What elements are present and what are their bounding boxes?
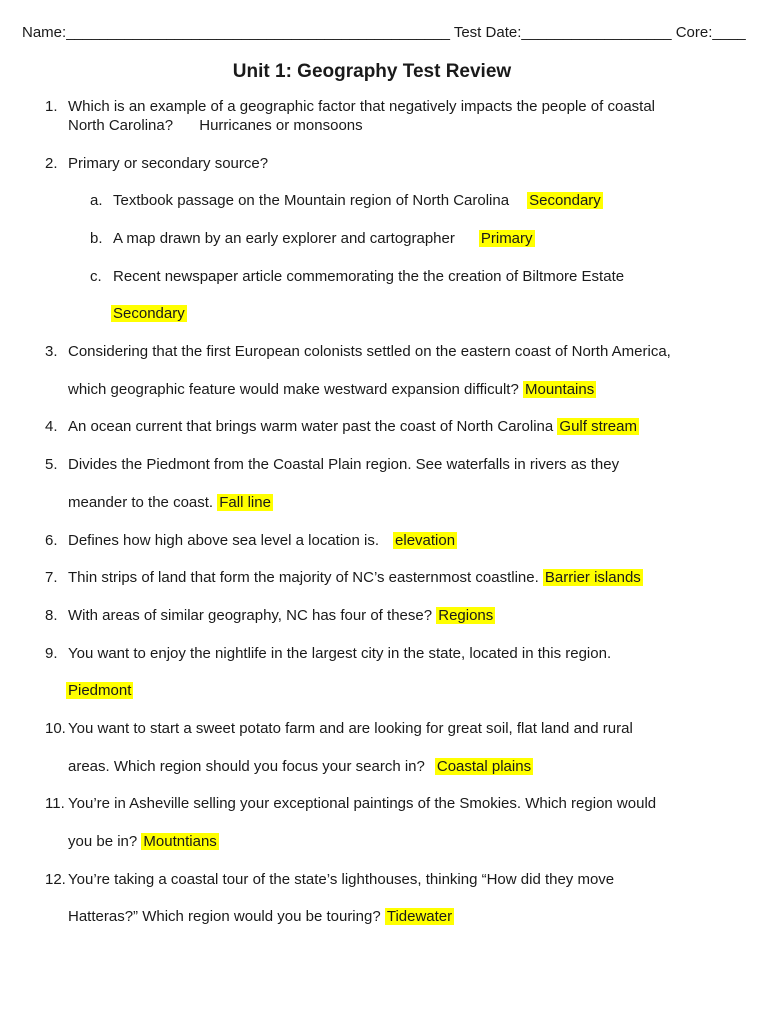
q1-text: North Carolina? xyxy=(68,117,174,134)
q11-text-line2 xyxy=(68,833,219,851)
q8-answer: Regions xyxy=(438,607,494,624)
q11-number: 11. xyxy=(45,795,65,812)
q2b-text: A map drawn by an early explorer and cartographer xyxy=(113,230,455,247)
q10-number: 10. xyxy=(45,720,66,737)
q2b-letter: b. xyxy=(90,230,103,247)
q5-text-line2 xyxy=(68,494,273,512)
q1-number: 1. xyxy=(45,98,58,115)
q7-number: 7. xyxy=(45,569,58,586)
q2a-text: Textbook passage on the Mountain region of North Carolina xyxy=(113,192,510,209)
q5-answer: Fall line xyxy=(219,494,271,511)
q12-text-line2 xyxy=(68,908,454,926)
q7-answer: Barrier islands xyxy=(544,569,641,586)
q7-line xyxy=(68,569,643,587)
q5-text: meander to the coast. xyxy=(68,494,214,511)
q2a-line xyxy=(113,192,603,210)
q12-answer: Tidewater xyxy=(386,908,453,925)
q12-text: Hatteras?” Which region would you be touring? xyxy=(68,908,381,925)
name-label: Name: xyxy=(22,24,67,41)
core-blank: ____ xyxy=(712,24,746,41)
q12-text-line1: You’re taking a coastal tour of the state’s lighthouses, thinking “How did they move xyxy=(68,871,615,888)
q8-line xyxy=(68,607,495,625)
q2c-answer-line xyxy=(111,305,187,323)
q2-number: 2. xyxy=(45,155,58,172)
test-date-blank: __________________ xyxy=(521,24,672,41)
q3-text-line1: Considering that the first European colonists settled on the eastern coast of North America, xyxy=(68,343,671,360)
q11-text-line1: You’re in Asheville selling your exceptional paintings of the Smokies. Which region would xyxy=(68,795,657,812)
q5-number: 5. xyxy=(45,456,58,473)
q9-text: You want to enjoy the nightlife in the largest city in the state, located in this region. xyxy=(68,645,612,662)
q4-answer: Gulf stream xyxy=(559,418,637,435)
q11-text: you be in? xyxy=(68,833,138,850)
q2-text: Primary or secondary source? xyxy=(68,155,269,172)
q1-text-line1: Which is an example of a geographic factor that negatively impacts the people of coastal xyxy=(68,98,655,115)
q10-text: areas. Which region should you focus your search in? xyxy=(68,758,425,775)
q4-text: An ocean current that brings warm water past the coast of North Carolina xyxy=(68,418,554,435)
q6-line xyxy=(68,532,457,550)
name-blank: ______________________________________________ xyxy=(66,24,450,41)
q9-answer: Piedmont xyxy=(68,682,132,699)
q9-answer-line xyxy=(66,682,133,700)
q2a-letter: a. xyxy=(90,192,103,209)
q6-text: Defines how high above sea level a location is. xyxy=(68,532,380,549)
q1-answer: Hurricanes or monsoons xyxy=(199,117,363,134)
q2a-answer: Secondary xyxy=(529,192,601,209)
q12-number: 12. xyxy=(45,871,66,888)
q6-answer: elevation xyxy=(395,532,456,549)
name-field-line xyxy=(22,24,746,42)
q7-text: Thin strips of land that form the majority of NC’s easternmost coastline. xyxy=(68,569,539,586)
q3-answer: Mountains xyxy=(525,381,595,398)
q6-number: 6. xyxy=(45,532,58,549)
q10-text-line1: You want to start a sweet potato farm and are looking for great soil, flat land and rural xyxy=(68,720,633,737)
q8-number: 8. xyxy=(45,607,58,624)
page-title: Unit 1: Geography Test Review xyxy=(232,61,512,82)
q11-answer: Moutntians xyxy=(143,833,217,850)
q3-text-line2 xyxy=(68,381,596,399)
q4-line xyxy=(68,418,639,436)
core-label: Core: xyxy=(675,24,713,41)
q2c-letter: c. xyxy=(90,268,102,285)
q9-number: 9. xyxy=(45,645,58,662)
q2c-text: Recent newspaper article commemorating the the creation of Biltmore Estate xyxy=(113,268,625,285)
q5-text-line1: Divides the Piedmont from the Coastal Plain region. See waterfalls in rivers as they xyxy=(68,456,620,473)
q1-text-line2 xyxy=(68,117,363,135)
test-date-label: Test Date: xyxy=(453,24,522,41)
q10-answer: Coastal plains xyxy=(436,758,532,775)
q2c-answer: Secondary xyxy=(113,305,185,322)
q4-number: 4. xyxy=(45,418,58,435)
q3-text: which geographic feature would make westward expansion difficult? xyxy=(68,381,519,398)
q10-text-line2 xyxy=(68,758,533,776)
q8-text: With areas of similar geography, NC has four of these? xyxy=(68,607,433,624)
q3-number: 3. xyxy=(45,343,58,360)
q2b-answer: Primary xyxy=(480,230,533,247)
q2b-line xyxy=(113,230,535,248)
